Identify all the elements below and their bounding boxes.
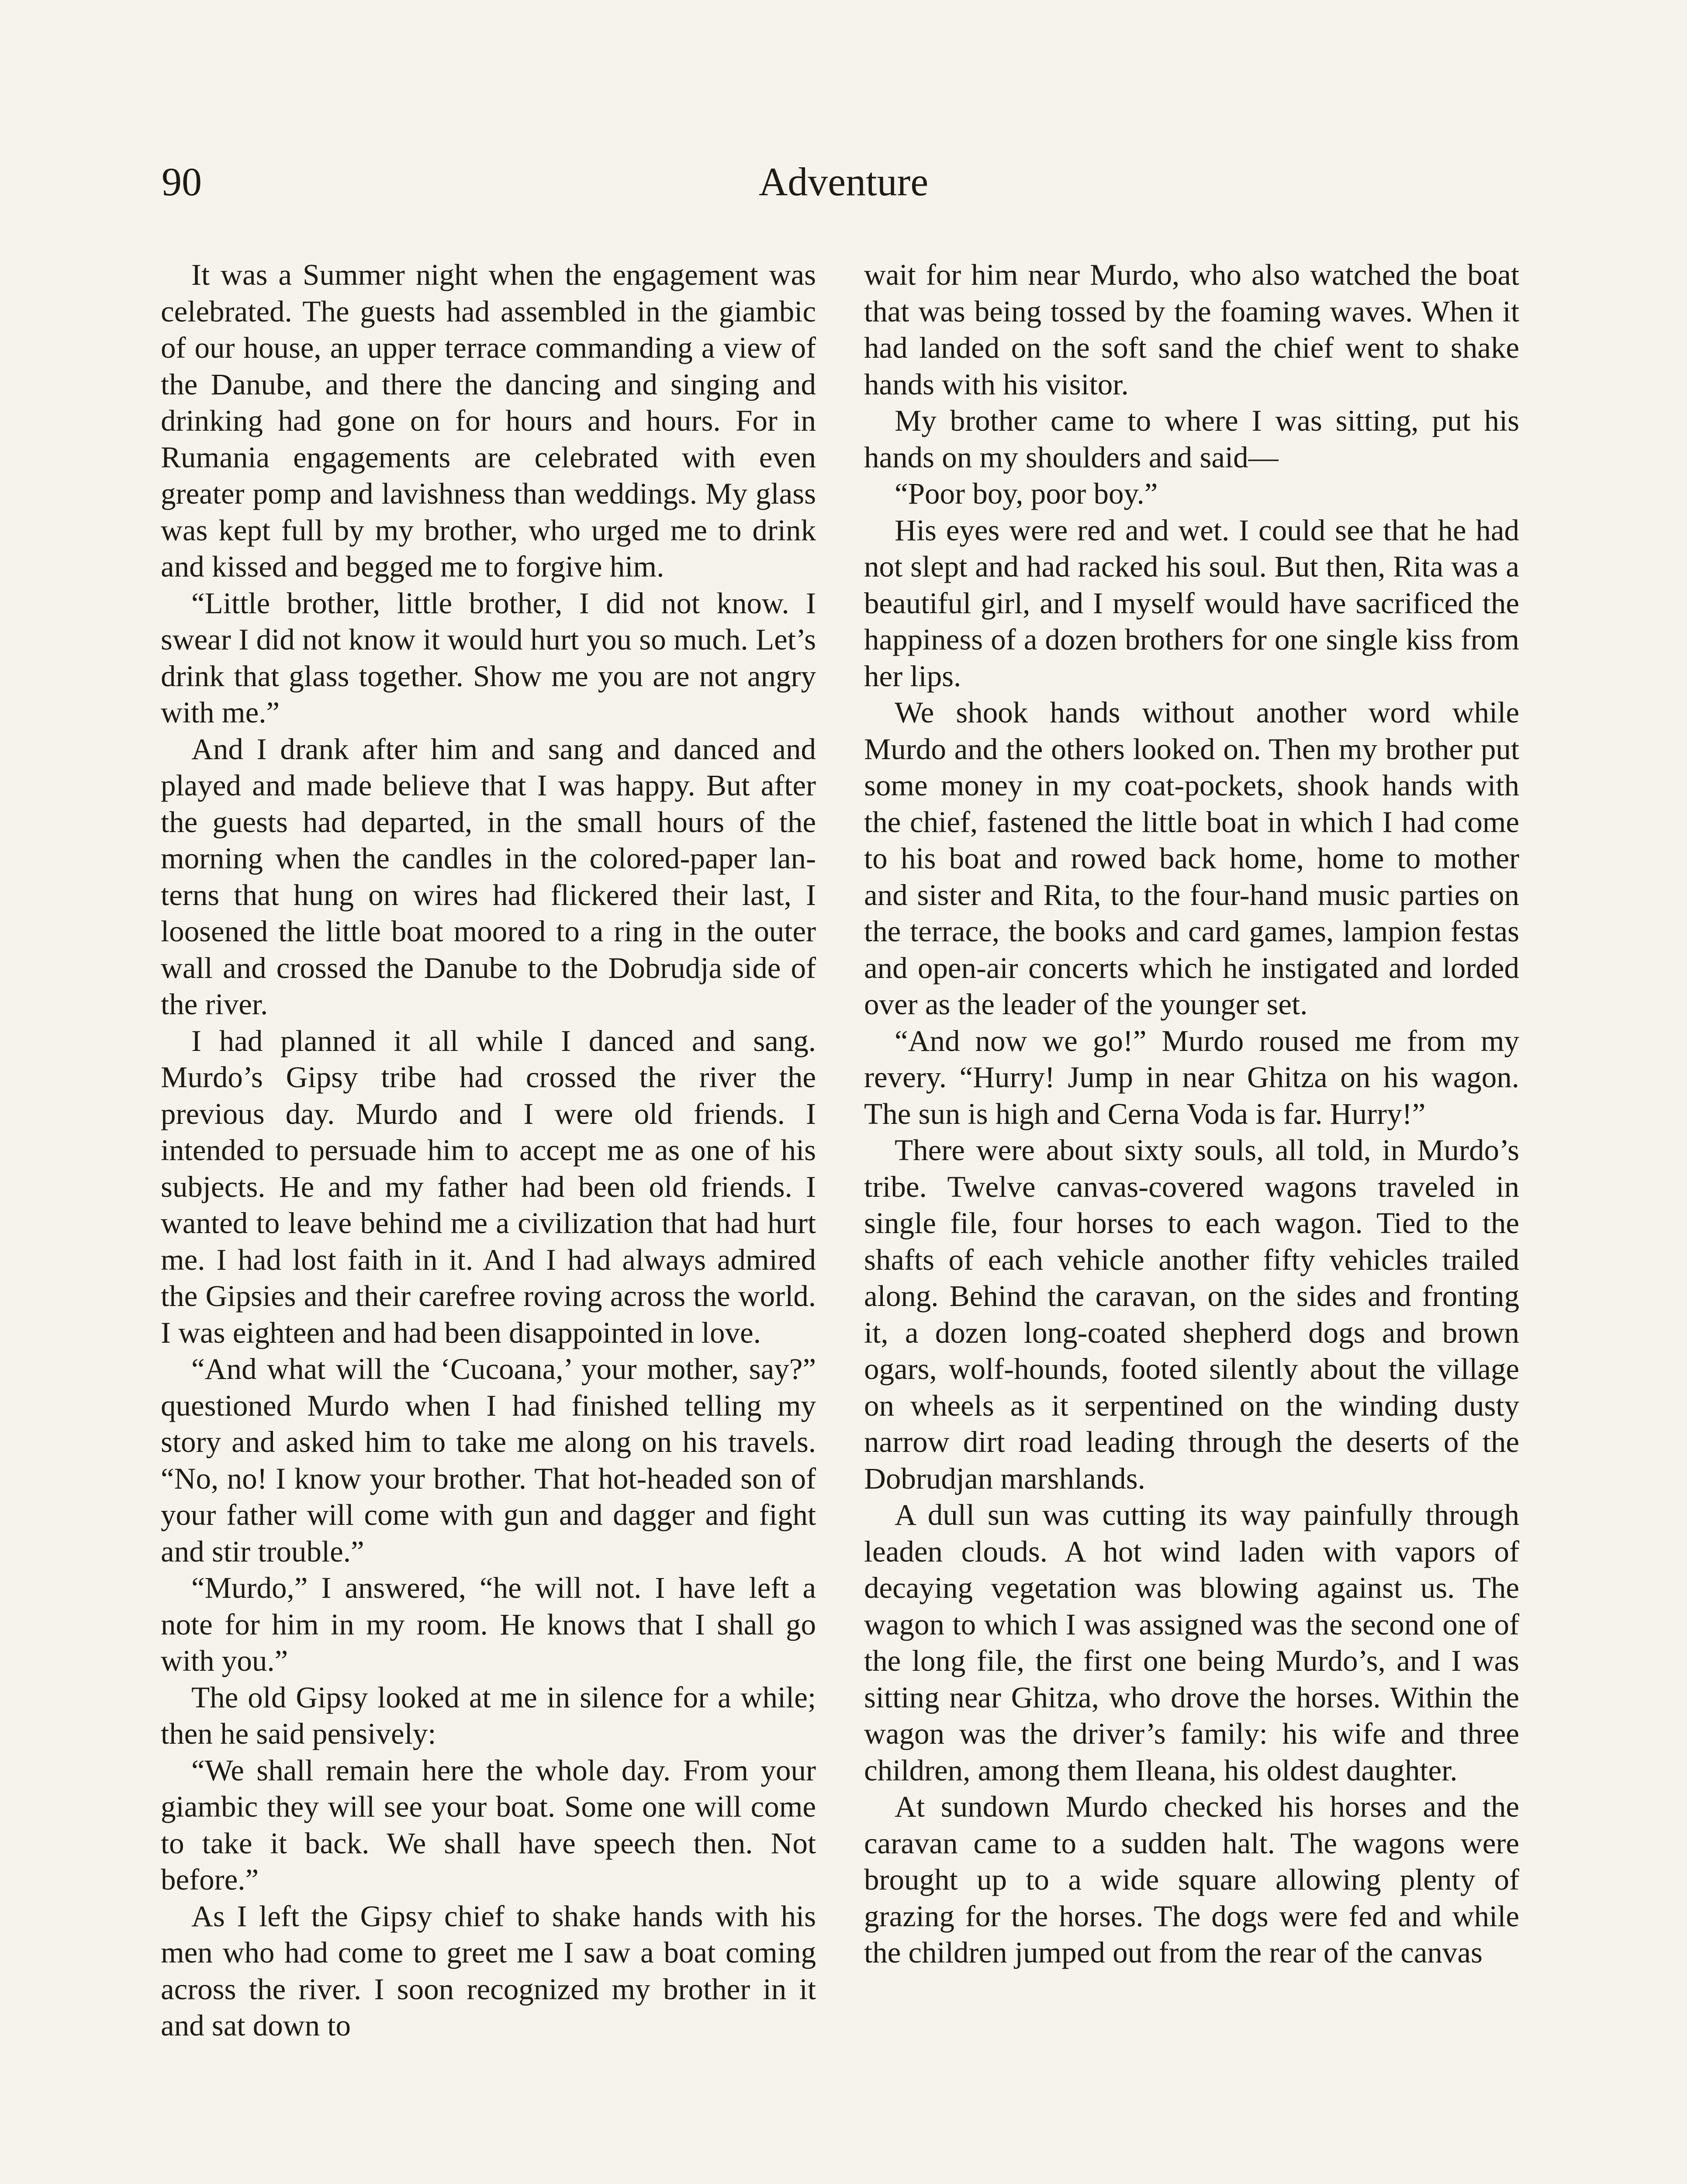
paragraph: I had planned it all while I danced and sang. Murdo’s Gipsy tribe had crossed the river the previous day. Murdo and I were old friends. I intended to persuade him to accept me as one of his subjects. He and my father had been old friends. I wanted to leave behind me a civilization that had hurt me. I had lost faith in it. And I had always admired the Gipsies and their carefree roving across the world. I was eighteen and had been disappointed in love.	[161, 1024, 816, 1349]
paragraph: “Little brother, little brother, I did not know. I swear I did not know it would hurt you so much. Let’s drink that glass together. Show me you are not angry with me.”	[161, 586, 816, 729]
running-title: Adventure	[758, 159, 929, 204]
paragraph: And I drank after him and sang and danced and played and made believe that I was happy. But after the guests had departed, in the small hours of the morning when the candles in the colored-paper lanterns that hung on wires had flickered their last, I loosened the little boat moored to a ring in the outer wall and crossed the Danube to the Dobrudja side of the river.	[161, 732, 816, 1021]
paragraph: wait for him near Murdo, who also watched the boat that was being tossed by the foaming waves. When it had landed on the soft sand the chief went to shake hands with his visitor.	[864, 258, 1519, 401]
paragraph: At sundown Murdo checked his horses and the caravan came to a sudden halt. The wagons were brought up to a wide square allowing plenty of grazing for the horses. The dogs were fed and while the children jumped out from the rear of the canvas	[864, 1790, 1519, 1969]
paragraph: It was a Summer night when the engagement was celebrated. The guests had assembled in the giambic of our house, an upper terrace commanding a view of the Danube, and there the dancing and singing and drinking had gone on for hours and hours. For in Rumania engagements are celebrated with even greater pomp and lavishness than weddings. My glass was kept full by my brother, who urged me to drink and kissed and begged me to forgive him.	[161, 258, 816, 583]
paragraph: We shook hands without another word while Murdo and the others looked on. Then my brother put some money in my coat-pockets, shook hands with the chief, fastened the little boat in which I had come to his boat and rowed back home, home to mother and sister and Rita, to the four-hand music parties on the terrace, the books and card games, lampion festas and open-air concerts which he instigated and lorded over as the leader of the younger set.	[864, 696, 1519, 1021]
paragraph: As I left the Gipsy chief to shake hands with his men who had come to greet me I saw a boat coming across the river. I soon recognized my brother in it and sat down to	[161, 1899, 816, 2042]
left-column	[161, 257, 816, 2044]
right-column	[864, 257, 1519, 1971]
paragraph: My brother came to where I was sitting, put his hands on my shoulders and said—	[864, 404, 1519, 474]
paragraph: There were about sixty souls, all told, in Murdo’s tribe. Twelve canvas-covered wagons traveled in single file, four horses to each wagon. Tied to the shafts of each vehicle another fifty vehicles trailed along. Behind the caravan, on the sides and fronting it, a dozen long-coated shepherd dogs and brown ogars, wolf-hounds, footed silently about the village on wheels as it serpentined on the winding dusty narrow dirt road leading through the deserts of the Dobrudjan marshlands.	[864, 1133, 1519, 1495]
paragraph: A dull sun was cutting its way painfully through leaden clouds. A hot wind laden with vapors of decaying vegetation was blowing against us. The wagon to which I was assigned was the second one of the long file, the first one being Murdo’s, and I was sitting near Ghitza, who drove the horses. Within the wagon was the driver’s family: his wife and three children, among them Ileana, his oldest daughter.	[864, 1498, 1519, 1787]
paragraph: “And what will the ‘Cucoana,’ your mother, say?” questioned Murdo when I had finished telling my story and asked him to take me along on his travels. “No, no! I know your brother. That hot-headed son of your father will come with gun and dagger and fight and stir trouble.”	[161, 1352, 816, 1568]
paragraph: The old Gipsy looked at me in silence for a while; then he said pensively:	[161, 1680, 816, 1750]
paragraph: His eyes were red and wet. I could see that he had not slept and had racked his soul. But then, Rita was a beautiful girl, and I myself would have sacrificed the happiness of a dozen brothers for one single kiss from her lips.	[864, 513, 1519, 693]
paragraph: “Murdo,” I answered, “he will not. I have left a note for him in my room. He knows that I shall go with you.”	[161, 1571, 816, 1677]
page-number: 90	[162, 159, 202, 204]
paragraph: “We shall remain here the whole day. From your giambic they will see your boat. Some one will come to take it back. We shall have speech then. Not before.”	[161, 1753, 816, 1896]
paragraph: “Poor boy, poor boy.”	[895, 477, 1158, 510]
paragraph: “And now we go!” Murdo roused me from my revery. “Hurry! Jump in near Ghitza on his wagon. The sun is high and Cerna Voda is far. Hurry!”	[864, 1024, 1519, 1130]
